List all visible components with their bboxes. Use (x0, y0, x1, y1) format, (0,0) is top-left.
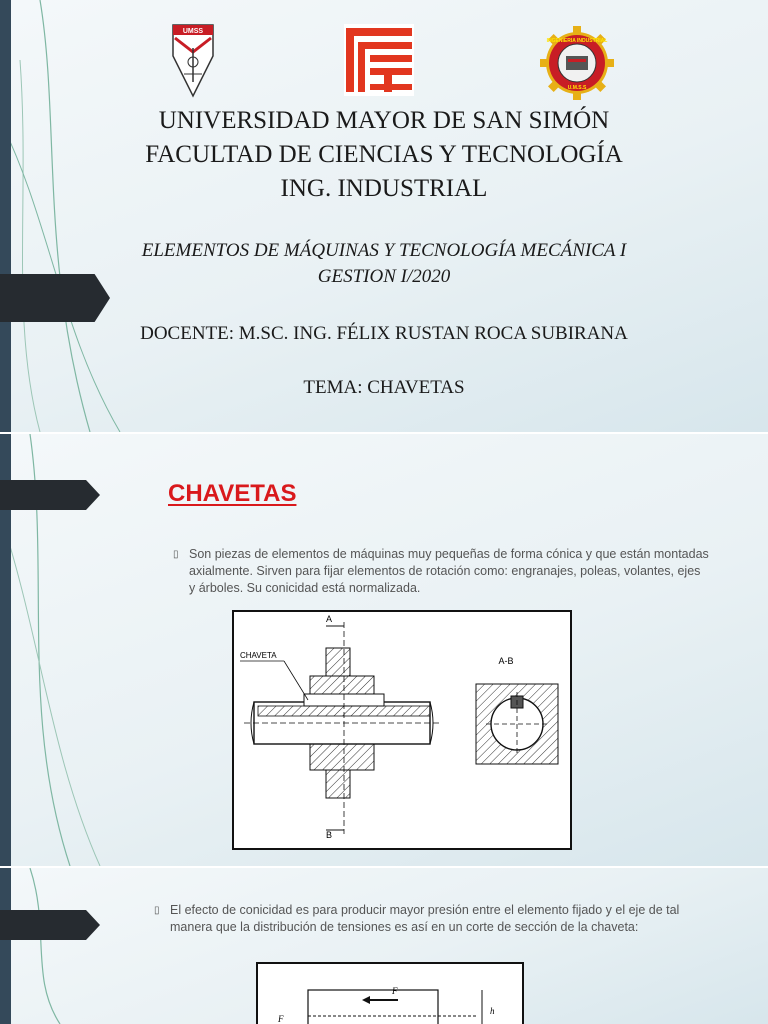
course-block (70, 238, 698, 290)
bullet-text: Son piezas de elementos de máquinas muy pequeñas de forma cónica y que están montadas axialmente. Sirven para fijar elementos de rotación como: engranajes, poleas, volantes, ejes y árboles. Su conicidad está normalizada. (189, 547, 709, 595)
conicidad-slide (0, 868, 768, 1024)
svg-text:A: A (326, 614, 333, 624)
svg-text:UMSS: UMSS (182, 28, 204, 35)
bullet-text: El efecto de conicidad es para producir mayor presión entre el elemento fijado y el eje de tal manera que la distribución de tensiones es así en un corte de sección de la chaveta: (170, 903, 680, 934)
chavetas-slide (0, 434, 768, 866)
ingenieria-industrial-logo (540, 26, 614, 105)
bullet-icon: ▯ (173, 549, 179, 560)
bullet-conicidad (154, 902, 700, 936)
svg-text:h: h (490, 1006, 495, 1016)
chaveta-diagram (232, 610, 572, 850)
left-accent-bar (0, 0, 11, 432)
university-name: UNIVERSIDAD MAYOR DE SAN SIMÓN (158, 107, 610, 134)
department-name: ING. INDUSTRIAL (280, 175, 488, 202)
umss-logo (170, 22, 216, 103)
topic-title: TEMA: CHAVETAS (303, 377, 465, 398)
svg-text:U.M.S.S: U.M.S.S (567, 85, 587, 91)
bullet-icon: ▯ (154, 905, 160, 916)
topic-block (70, 375, 698, 401)
svg-text:F: F (392, 986, 398, 996)
bullet-definition (173, 546, 709, 597)
teacher-block (40, 321, 728, 347)
slide-title: CHAVETAS (168, 480, 297, 507)
faculty-name: FACULTAD DE CIENCIAS Y TECNOLOGÍA (145, 141, 623, 168)
course-term: GESTION I/2020 (317, 266, 451, 287)
left-accent-bar (0, 868, 11, 1024)
svg-text:CHAVETA: CHAVETA (240, 651, 277, 660)
teacher-name: DOCENTE: M.SC. ING. FÉLIX RUSTAN ROCA SUBIRANA (140, 323, 628, 344)
tension-diagram (256, 962, 524, 1024)
header-text (70, 104, 698, 206)
slide-marker-tab (0, 480, 100, 510)
slide-marker-tab (0, 910, 100, 940)
fcyt-logo (344, 24, 414, 101)
title-slide (0, 0, 768, 432)
course-title: ELEMENTOS DE MÁQUINAS Y TECNOLOGÍA MECÁNICA I (141, 240, 627, 261)
svg-text:F: F (278, 1014, 284, 1024)
svg-text:A-B: A-B (498, 656, 514, 666)
svg-text:INGENIERIA INDUSTRIAL: INGENIERIA INDUSTRIAL (546, 38, 608, 44)
svg-text:B: B (326, 830, 333, 840)
